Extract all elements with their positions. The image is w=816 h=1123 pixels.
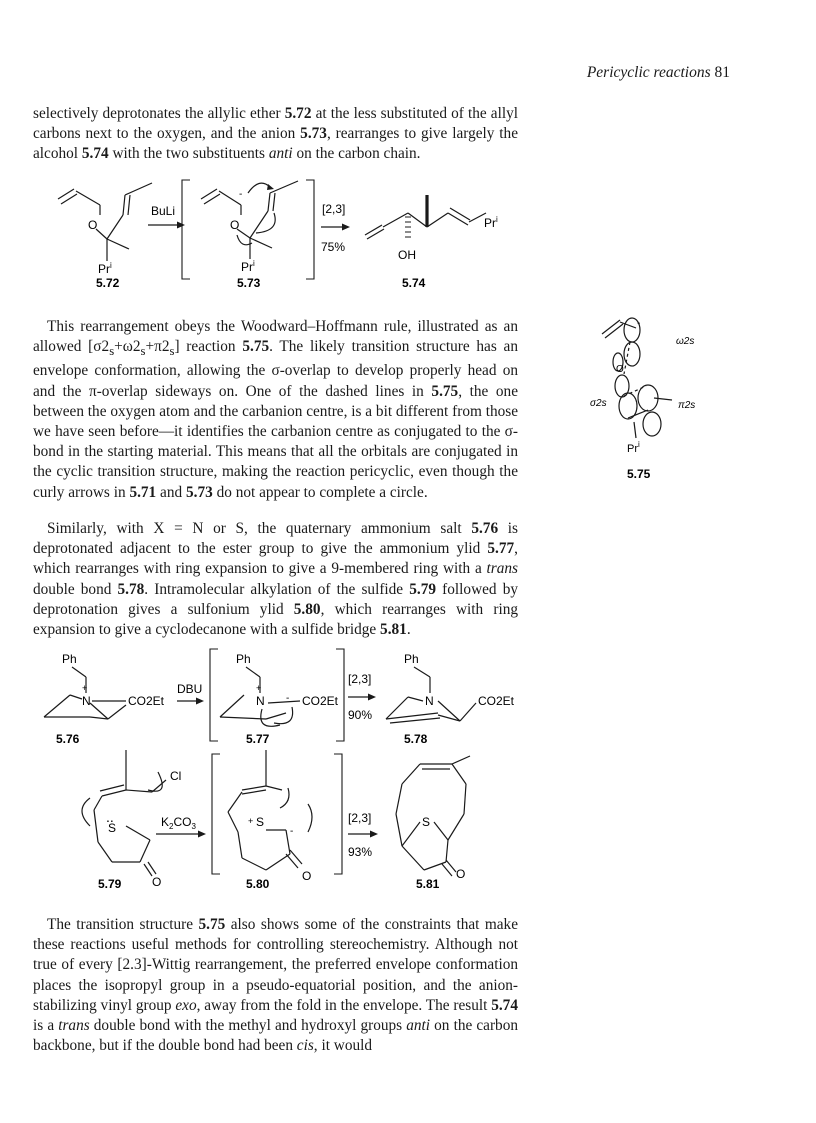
paragraph-3: Similarly, with X = N or S, the quaternary ammonium salt 5.76 is deprotonated adjacent to the ester group to give the ammonium ylid 5.77, which rearranges with ring expansion to give a 9-membered ring with a trans double bond 5.78. Intramolecular alkylation of the sulfide 5.79 followed by deprotonation gives a sulfonium ylid 5.80, which rearranges with ring expansion to give a cyclodecanone with a sulfide bridge 5.81. [33,520,519,639]
compound-label-5.81: 5.81 [416,877,440,891]
atom-o: O [88,218,98,232]
reagent-dbu: DBU [177,682,203,696]
scheme-1 [30,175,530,295]
compound-label-5.73: 5.73 [237,276,261,290]
shift-label: [2,3] [348,811,372,825]
co2et-label: CO2Et [302,694,339,708]
compound-label-5.72: 5.72 [96,276,120,290]
page-number: 81 [714,64,730,81]
atom-n: N [256,694,265,708]
svg-text:-: - [637,318,641,329]
compound-label-5.79: 5.79 [98,877,122,891]
bracket-left [182,180,190,279]
pr-label: Pr$^i$ [484,215,498,230]
atom-o: O [302,869,312,883]
figure-5.75 [590,314,720,484]
svg-text:-: - [239,189,243,200]
compound-label-5.80: 5.80 [246,877,270,891]
yield-label: 90% [348,708,373,722]
svg-text:-: - [290,826,294,837]
compound-label-5.78: 5.78 [404,732,428,746]
sigma2s-label: σ2s [590,398,607,409]
svg-text:-: - [286,693,290,704]
svg-text:+: + [256,683,262,693]
ph-label: Ph [62,652,77,666]
omega2s-label: ω2s [676,336,695,347]
shift-label: [2,3] [322,202,346,216]
cl-label: Cl [170,769,182,783]
svg-text:..: .. [106,809,114,825]
svg-text:+: + [82,683,88,693]
shift-label: [2,3] [348,672,372,686]
atom-o: O [230,218,240,232]
compound-5.73-drawing [201,181,298,259]
compound-label-5.74: 5.74 [402,276,426,290]
compound-label-5.77: 5.77 [246,732,270,746]
atom-s: S [108,821,117,835]
paragraph-1: selectively deprotonates the allylic ether 5.72 at the less substituted of the allyl carbons next to the oxygen, and the anion 5.73, rearranges to give largely the alcohol 5.74 with the two substituents anti on the carbon chain. [33,105,518,163]
atom-n: N [425,694,434,708]
yield-label: 75% [321,240,346,254]
scheme-3 [30,750,530,895]
orbital-notation: $\sigma 2_s+\omega 2_s+\pi 2_s$ [93,338,175,359]
pi2s-label: π2s [678,400,696,411]
pr-label: Pr$^i$ [627,440,640,455]
compound-label-5.75: 5.75 [627,467,651,481]
paragraph-2: This rearrangement obeys the Woodward–Hoffmann rule, illustrated as an allowed $[\sigma 2_s+\omega 2_s+\pi 2_s]$ reaction 5.75. The likely transition structure has an envelope conformation, allowing the σ-overlap to develop properly head on and the π-overlap sideways on. One of the dashed lines in 5.75, the one between the oxygen atom and the carbanion centre, is a bit different from those we have seen before—it identifies the carbanion centre as conjugated to the σ-bond in the starting material. This means that all the orbitals are conjugated in the cyclic transition structure, making the reaction pericyclic, even though the curly arrows in 5.71 and 5.73 do not appear to complete a circle. [33,318,518,501]
svg-text:+: + [248,816,254,826]
scheme-2 [30,645,530,755]
atom-o: O [152,875,162,889]
bracket-right [306,180,314,279]
ph-label: Ph [236,652,251,666]
reagent-k2co3: $K_2CO_3$ [161,815,196,831]
compound-label-5.76: 5.76 [56,732,80,746]
header-title: Pericyclic reactions [586,64,711,81]
running-header [587,64,730,82]
oh-label: OH [398,248,416,262]
ph-label: Ph [404,652,419,666]
atom-o: O [456,867,466,881]
atom-n: N [82,694,91,708]
co2et-label: CO2Et [478,694,515,708]
paragraph-4: The transition structure 5.75 also shows some of the constraints that make these reactions useful methods for controlling stereochemistry. Although not true of every [2.3]-Wittig rearrangement, the preferred envelope conformation places the isopropyl group in a pseudo-equatorial position, and the anion-stabilizing vinyl group exo, away from the fold in the envelope. The result 5.74 is a trans double bond with the methyl and hydroxyl groups anti on the carbon backbone, but if the double bond had been cis, it would [33,916,518,1055]
atom-o: O [616,364,624,375]
yield-label: 93% [348,845,373,859]
atom-s: S [422,815,431,829]
reagent-buli: BuLi [151,204,176,218]
co2et-label: CO2Et [128,694,165,708]
pr-label: Pr$^i$ [241,259,255,274]
compound-5.74-drawing [365,195,486,239]
atom-s: S [256,815,265,829]
compound-5.72-drawing [58,183,152,261]
pr-label: Pr$^i$ [98,261,112,276]
